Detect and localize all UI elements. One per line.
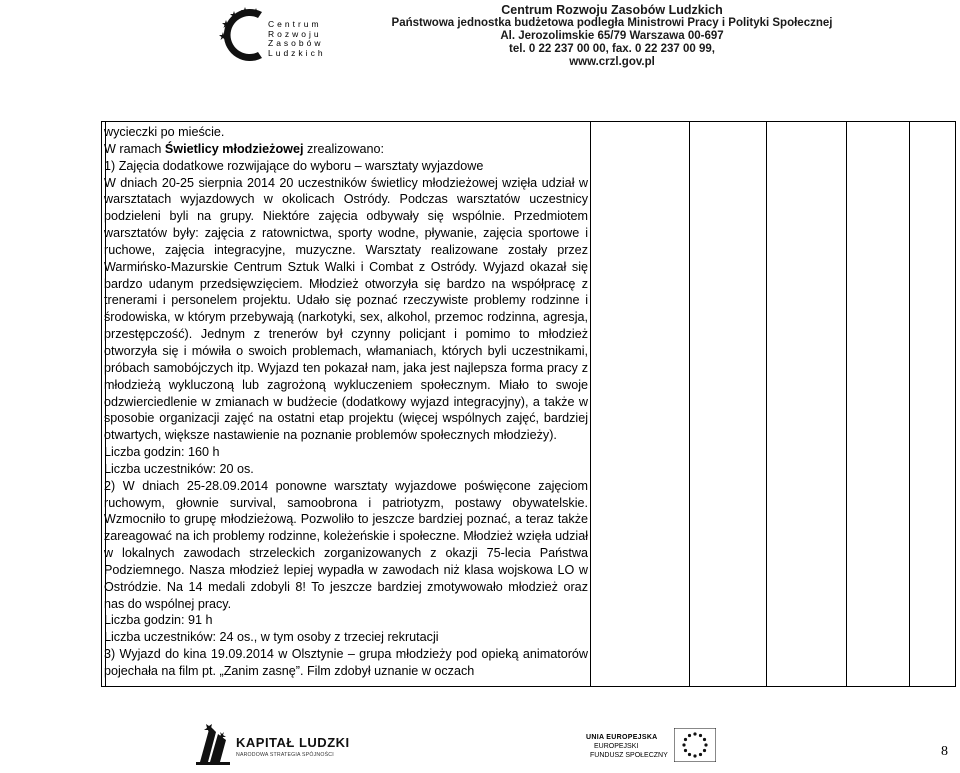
column-divider [689, 122, 690, 686]
emphasis-text: Świetlicy młodzieżowej [164, 141, 304, 156]
column-divider [909, 122, 910, 686]
letterhead [382, 4, 842, 69]
org-phone: tel. 0 22 237 00 00, fax. 0 22 237 00 99, [509, 43, 715, 55]
logo-text [268, 20, 326, 58]
org-address: Al. Jerozolimskie 65/79 Warszawa 00-697 [500, 30, 724, 42]
kapital-ludzki-logo [196, 718, 350, 766]
participants-line: Liczba uczestników: 24 os., w tym osoby z trzeciej rekrutacji [104, 630, 439, 645]
page-number: 8 [941, 744, 948, 759]
paragraph: 2) W dniach 25-28.09.2014 ponowne warsztaty wyjazdowe poświęcone zajęciom ruchowym, głownie survival, samoobrona i patriotyzm, postawy obywatelskie. Wzmocniło to grupę młodzieżową. Pozwoliło to jeszcze bardziej poznać, a teraz także zareagować na ich problemy rodzinne, koleżeńskie i społeczne. Młodzież wzięła udział w lokalnych zawodach strzeleckich zorganizowanych z okazji 75-lecia Państwa Podziemnego. Nasza młodzież lepiej wypadła w zawodach niż klasa wojskowa LO w Ostródzie. Na 14 medali zdobyli 8! To jeszcze bardziej zmotywowało młodzież oraz nas do wspólnej pracy. [104, 478, 588, 611]
logo-line: Centrum [268, 19, 322, 29]
text-span: zrealizowano: [303, 141, 384, 156]
eu-line: EUROPEJSKI [594, 743, 639, 750]
column-divider [590, 122, 591, 686]
logo-line: Ludzkich [268, 47, 326, 58]
kapital-ludzki-icon [196, 718, 234, 766]
eu-line: FUNDUSZ SPOŁECZNY [590, 752, 668, 759]
hours-line: Liczba godzin: 160 h [104, 445, 220, 460]
kl-subtitle: NARODOWA STRATEGIA SPÓJNOŚCI [236, 752, 334, 758]
column-divider [846, 122, 847, 686]
org-website[interactable]: www.crzl.gov.pl [569, 56, 655, 68]
text-span: W ramach [104, 141, 165, 156]
hours-line: Liczba godzin: 91 h [104, 613, 213, 628]
logo-line: Zasobów [268, 38, 324, 49]
column-divider [766, 122, 767, 686]
org-title: Centrum Rozwoju Zasobów Ludzkich [501, 3, 723, 17]
eu-line: UNIA EUROPEJSKA [586, 734, 658, 741]
logo-line: Rozwoju [268, 28, 322, 39]
paragraph: 3) Wyjazd do kina 19.09.2014 w Olsztynie – grupa młodzieży pod opieką animatorów pojechała na film pt. „Zanim zasnę”. Film zdobył uznanie w oczach [104, 647, 588, 678]
participants-line: Liczba uczestników: 20 os. [104, 461, 254, 476]
text-line: wycieczki po mieście. [104, 125, 225, 139]
org-subtitle: Państwowa jednostka budżetowa podległa Ministrowi Pracy i Polityki Społecznej [391, 17, 833, 29]
eu-logo [578, 726, 718, 766]
text-line: 1) Zajęcia dodatkowe rozwijające do wyboru – warsztaty wyjazdowe [104, 158, 484, 173]
crzl-logo [218, 4, 368, 66]
text-line [104, 141, 588, 158]
eu-flag-icon [674, 728, 716, 762]
paragraph: W dniach 20-25 sierpnia 2014 20 uczestników świetlicy młodzieżowej wzięła udział w warsztatach wyjazdowych w okolicach Ostródy. Podczas warsztatów uczestnicy podzieleni byli na grupy. Niektóre zajęcia odbywały się wspólnie. Przedmiotem warsztatów były: zajęcia z ratownictwa, sporty wodne, pływanie, zajęcia sportowe i ruchowe, zajęcia integracyjne, muzyczne. Warsztaty realizowane zostały przez Warmińsko-Mazurskie Centrum Sztuk Walki i Combat z Ostródy. Wyjazd okazał się bardzo udanym przedsięwzięciem. Młodzież otworzyła się bardzo na współpracę z trenerami i personelem projektu. Udało się poznać rzeczywiste problemy rodzinne i środowiska, w którym przebywają (narkotyki, sex, alkohol, przemoc rodzinna, agresja, przestępczość). Jednym z trenerów był czynny policjant i pomimo to młodzież otworzyła się i mówiła o swoich problemach, włamaniach, których byli uczestnikami, próbach samobójczych itp. Wyjazd ten pokazał nam, jaka jest najlepsza forma pracy z młodzieżą wykluczoną lub zagrożoną wykluczeniem społecznym. Miało to swoje odzwierciedlenie w zmianach w budżecie (dodatkowy wyjazd integracyjny), a także w sposobie organizacji zajęć na ostatni etap projektu (więcej wspólnych zajęć, bardziej otwartych, większe nastawienie na poznanie problemów społecznych młodzieży). [104, 175, 588, 443]
kl-title: KAPITAŁ LUDZKI [236, 735, 350, 750]
description-cell [104, 124, 588, 680]
